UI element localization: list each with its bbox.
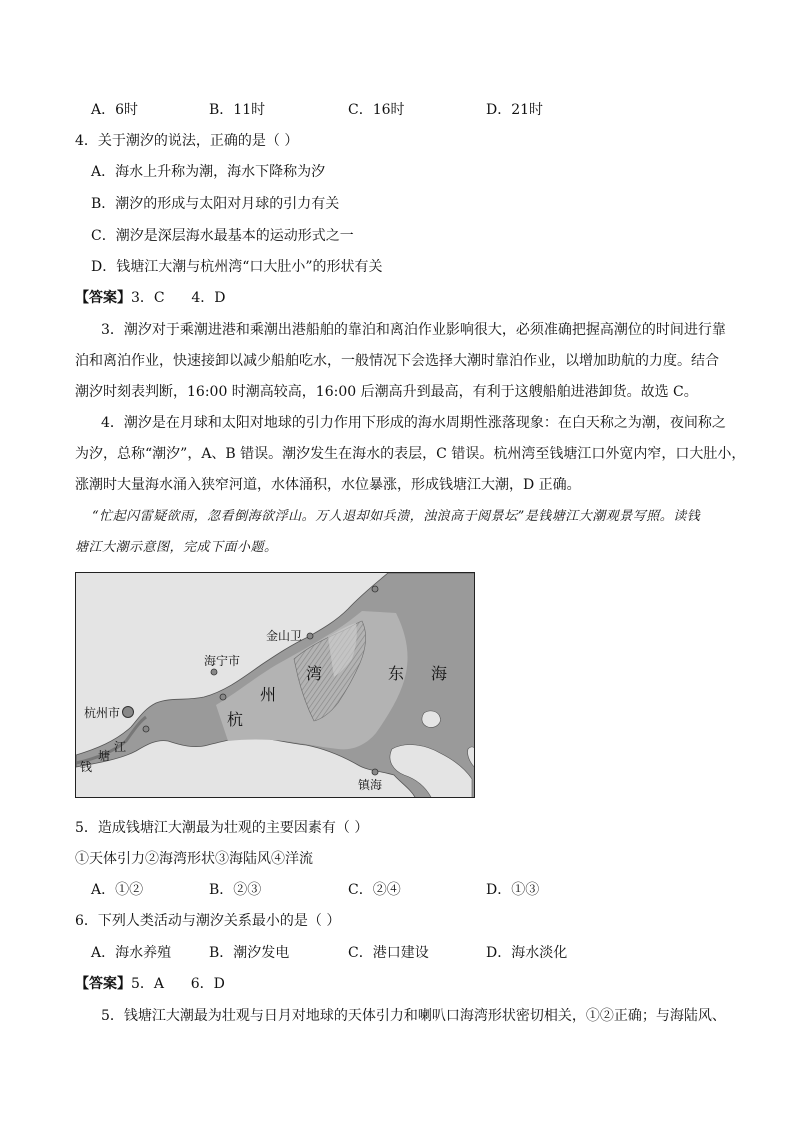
explain5-line-1: 5．钱塘江大潮最为壮观与日月对地球的天体引力和喇叭口海湾形状密切相关，①②正确；与海陆风、 (101, 1008, 726, 1024)
q3-option-a: A．6时 (91, 102, 139, 118)
explain4-line-3: 涨潮时大量海水涌入狭窄河道，水体涌积，水位暴涨，形成钱塘江大潮，D 正确。 (75, 477, 581, 493)
poem-line-1: “忙起闪雷疑欲雨，忽看倒海欲浮山。万人退却如兵溃，浊浪高于阅景坛”是钱塘江大潮观景写照。读钱 (92, 509, 701, 524)
explain3-line-3: 潮汐时刻表判断，16:00 时潮高较高，16:00 后潮高升到最高，有利于这艘船舶进港卸货。故选 C。 (75, 384, 698, 400)
jinshanwei-marker (307, 633, 313, 639)
q3-option-b: B．11时 (209, 102, 266, 118)
label-jiang: 江 (114, 740, 127, 754)
q6-stem: 6．下列人类活动与潮汐关系最小的是（ ） (75, 913, 341, 929)
label-hang: 杭 (227, 710, 244, 729)
map-svg (76, 573, 475, 798)
poem-line-2: 塘江大潮示意图，完成下面小题。 (75, 540, 278, 555)
q5-option-c: C．②④ (348, 882, 401, 898)
q5-option-b: B．②③ (209, 882, 262, 898)
q4-option-a: A．海水上升称为潮，海水下降称为汐 (91, 164, 326, 180)
q3-option-d: D．21时 (486, 102, 544, 118)
label-zhenhai: 镇海 (358, 778, 383, 792)
answer-text: 5．A 6．D (131, 976, 225, 992)
q6-option-b: B．潮汐发电 (209, 945, 290, 961)
explain4-line-2: 为汐，总称“潮汐”，A、B 错误。潮汐发生在海水的表层，C 错误。杭州湾至钱塘江口外宽内窄，口大肚小， (75, 446, 746, 462)
answer-label: 【答案】 (75, 976, 131, 992)
label-wan: 湾 (306, 664, 323, 683)
q6-option-d: D．海水淡化 (486, 945, 568, 961)
label-zhou: 州 (260, 685, 277, 704)
q4-option-c: C．潮汐是深层海水最基本的运动形式之一 (91, 228, 354, 244)
label-haining: 海宁市 (204, 654, 241, 668)
zhenhai-marker (372, 769, 378, 775)
q4-stem: 4．关于潮汐的说法，正确的是（ ） (75, 133, 299, 149)
dot-marker-1 (220, 694, 226, 700)
answer-label: 【答案】 (75, 290, 131, 306)
label-hai: 海 (431, 664, 448, 683)
answer-text: 3．C 4．D (131, 290, 226, 306)
dot-marker-2 (143, 726, 149, 732)
q5-option-a: A．①② (91, 882, 144, 898)
q3-option-c: C．16时 (348, 102, 405, 118)
label-jinshanwei: 金山卫 (266, 629, 303, 643)
hangzhou-marker (123, 707, 134, 718)
q6-option-c: C．港口建设 (348, 945, 429, 961)
answer-block-2 (75, 974, 225, 994)
qiantang-tide-map (75, 572, 475, 798)
haining-marker (211, 669, 217, 675)
explain3-line-1: 3．潮汐对于乘潮进港和乘潮出港船舶的靠泊和离泊作业影响很大，必须准确把握高潮位的时间进行靠 (101, 322, 726, 338)
q5-factors: ①天体引力②海湾形状③海陆风④洋流 (75, 851, 313, 867)
q5-option-d: D．①③ (486, 882, 540, 898)
q4-option-b: B．潮汐的形成与太阳对月球的引力有关 (91, 196, 340, 212)
label-qian: 钱 (80, 760, 93, 774)
label-dong: 东 (388, 664, 405, 683)
label-tang: 塘 (98, 749, 111, 763)
dot-marker-3 (372, 586, 378, 592)
explain4-line-1: 4．潮汐是在月球和太阳对地球的引力作用下形成的海水周期性涨落现象：在白天称之为潮，夜间称之 (101, 415, 726, 431)
q5-stem: 5．造成钱塘江大潮最为壮观的主要因素有（ ） (75, 820, 369, 836)
label-hangzhou-city: 杭州市 (84, 706, 121, 720)
q4-option-d: D．钱塘江大潮与杭州湾“口大肚小”的形状有关 (91, 259, 383, 275)
q6-option-a: A．海水养殖 (91, 945, 172, 961)
explain3-line-2: 泊和离泊作业，快速接卸以减少船舶吃水，一般情况下会选择大潮时靠泊作业，以增加助航的力度。结合 (75, 353, 719, 369)
answer-block-1 (75, 288, 225, 308)
island-1 (422, 711, 440, 727)
